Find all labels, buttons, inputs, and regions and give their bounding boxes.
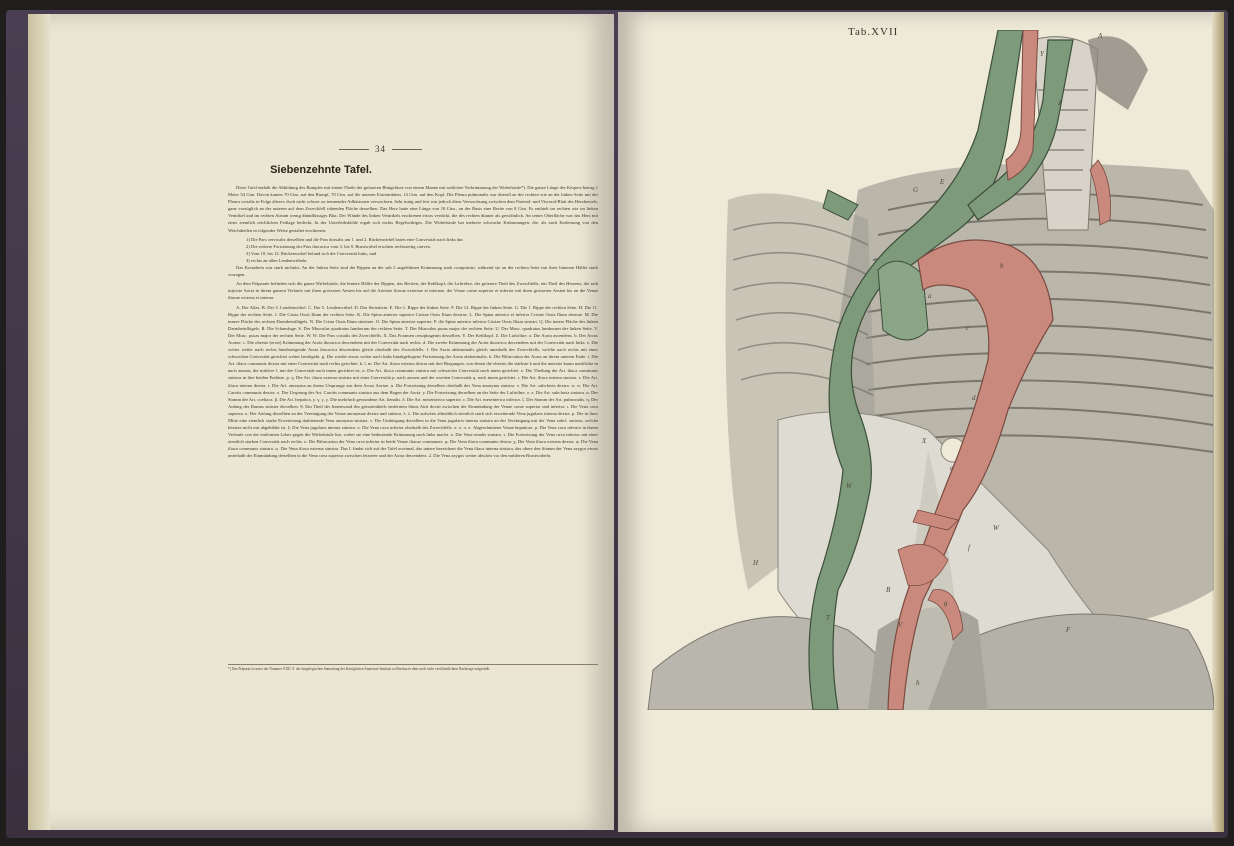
- plate-label-text: g: [944, 599, 948, 607]
- plate-label-text: f: [968, 544, 970, 552]
- paragraph: Das Kreuzbein war stark inclinirt. An der linken Seite sind die Rippen an der sub 2 angeführten Krümmung stark comprimirt, während sie an der rechten Seite mit ihrer hinteren Hälfte stark vorragen.: [228, 265, 598, 278]
- body-text: [228, 184, 598, 462]
- footnote: *) Das Präparat ist unter der Nummer XXII. 9. der dargelegischen Sammlung der Königlichen Anatomie-Instituts zu Breslau in dem noch nicht veröffentlichten Nachtrage aufgestellt.: [228, 664, 598, 672]
- plate-label-text: d: [972, 394, 976, 402]
- page-edge: [28, 14, 50, 830]
- plate-label-text: W: [993, 524, 999, 532]
- plate-label-text: b: [1000, 262, 1004, 270]
- plate-label-text: X: [922, 437, 927, 445]
- plate-label-text: h: [916, 679, 920, 687]
- anatomical-plate-illustration: [628, 30, 1214, 710]
- plate-label-text: W: [846, 482, 852, 490]
- plate-label-text: T: [826, 614, 830, 622]
- list-item: 1) Die Pars cervicalis derselben und die Pars dorsalis am 1. und 2. Rückenwirbel boten eine Convexität nach links dar.: [246, 236, 464, 242]
- plate-label-text: G: [913, 186, 919, 194]
- plate-label-text: Z: [1058, 99, 1062, 107]
- plate-label-text: a: [928, 292, 932, 300]
- plate-label-text: c: [966, 324, 970, 332]
- plate-label: Tab.XVII: [848, 26, 899, 38]
- left-page: [28, 14, 614, 830]
- plate-label-text: H: [753, 559, 759, 567]
- paragraph: An dem Präparate befinden sich die ganze Wirbelsäule, die hintere Hälfte der Rippen, das Becken, der Kehlkopf, die Luftröhre, der grössere Theil des Zwerchfells, ein Theil des Herzens, die roth injicirte Aorta in ihrem ganzen Verlaufe mit ihren grösseren Aesten bis auf die Arteriae iliacae externae et internae, die Venae cavae superior et inferior mit ihren grösseren Aesten bis an die Venae iliacae externa et interna.: [228, 281, 598, 301]
- plate-label-text: F: [1066, 626, 1071, 634]
- list-item: 2) Die weitere Fortsetzung der Pars thoracica vom 3. bis 9. Brustwirbel erschien rechtsseitig convex.: [246, 243, 432, 249]
- legend-paragraph: A. Der Atlas. B. Der 3. Lendenwirbel. C. Der 5. Lendenwirbel. D. Das Steissbein. E. Die 1. Rippe der linken Seite. F. Die 12. Rippe der linken Seite. G. Die 1. Rippe der rechten Seite. H. Die 11. Rippe der rechten Seite. J. Die Crista Ossis Ilium der rechten Seite. K. Die Spina anterior superior Cristae Ossis Ilium dextrae. L. Die Spina anterior et inferior Cristae Ossis Ilium dextrae. M. Die innere Fläche des rechten Darmbeinflügels. N. Die Crista Ossis Ilium sinistrae. O. Die Spina anterior superior. P. die Spina anterior inferior Cristae Ossis Ilium sinistri. Q. Die innere Fläche des linken Darmbeinflügels. R. Die Schamfuge. S. Der Musculus quadratus lumborum der rechten Seite. T. Der Musculus psoas major der rechten Seite. U. Der Musc. quadratus lumborum der linken Seite. V. Der Musc. psoas major der rechten Seite. W. W. Die Pars costalis des Zwerchfells. X. Das Foramen oesophageum desselben. Y. Der Kehlkopf. Z. Die Luftröhre. a. Die Aorta ascendens. b. Der Arcus Aortae. c. Die oberste (erste) Krümmung der Aorta thoracica descendens mit der Convexität nach rechts. d. Die zweite Krümmung der Aorta thoracica descendens mit der Convexität nach links. e. Die weiter weiter nach rechts hinabsteigende Aorta thoracica descendens gleich oberhalb des Zwerchfells. f. Die Aorta abdominalis gleich unterhalb des Zwerchfells, welche nach rechts mit einer schwachen Convexität gerichtet weiter herabgeht. g. Die wieder etwas weiter nach links hinabgebogene Fortsetzung der Aorta abdominalis. h. Die Bifurcation der Aorta an ihrem unteren Ende. i. Die Art. iliaca communis dextra mit einer Convexität nach rechts gerichtet. k. l. m. Die Art. iliaca externa dextra mit drei Biegungen, von denen die oberste die stärkste k und die unterste kaum merkliche m nach aussen, die mittlere l. mit der Convexität nach innen gerichtet ist. n. Die Art. iliaca communis sinistra mit schwacher Convexität nach innen gerichtet. o. Die Theilung der Art. iliaca communis sinistra in ihre beiden Endäste. p. q. Die Art. iliaca externa sinistra mit einer Convexität p. nach aussen und der zweiten Convexität q. nach innen gerichtet. r. Die Art. iliaca interna sinistra. s. Die Art. iliaca interna dextra. t. Die Art. anonyma an ihrem Ursprunge aus dem Arcus Aortae. u. Die Fortsetzung derselben oberhalb des Vena anonyma sinistra. v. Die Art. subclavia dextra. w. w. Die Art. Carotis communis dextra. x. Der Ursprung der Art. Carotis communis sinistra aus dem Bogen der Aorta. y. Die Fortsetzung derselben an der Seite der Luftröhre. z. z. Die Art. subclavia sinistra. α. Der Stamm der Art. coeliaca. β. Die Art. hepatica. γ. γ. γ. γ. Die mehrfach gewundene Art. lienalis. δ. Die Art. mesenterica superior. ε. Die Art. mesenterica inferior. ζ. Der Stamm der Art. pulmonalis. η. Der Anfang des Ramus sinister derselben. θ. Ein Theil der Innenwand des grösstentheils entfernten Sinus Atrii dextri zwischen der Einmündung der Venae cavae superior und inferior. ι. Die Vena cava superior. κ. Der Anfang derselben an der Vereinigung der Venae anonymae dextra und sinistra. λ. λ. Die aufwärts allmählich ziemlich stark sich erweiternde Vena jugularis interna dextra. μ. Die in ihrer Mitte eine ziemlich starke Erweiterung darbietende Vena anonyma sinistra. ν. Die Umbiegung derselben in die Vena jugularis interna sinistra an der Vereinigung mit der Vena subcl. sinistra, welche letztere nicht mit abgebildet ist. ξ. Die Vena jugularis interna sinistra. ο. Die Vena cava inferior oberhalb des Zwerchfells. π. π. π. π. Abgeschnittene Venae hepaticae. ρ. Die Vena cava inferior in ihrem Verlaufe von der entfernten Leber gegen die Wirbelsäule hin, wobei sie eine bedeutende Krümmung nach links macht. σ. Die Vena renalis sinistra. τ. Die Fortsetzung der Vena cava inferior mit einer ziemlich starken Convexität nach rechts. υ. Die Bifurcation der Vena cava inferior in beide Venae iliacae communes. φ. Die Vena iliaca communis dextra. χ. Die Vena iliaca externa dextra. ψ. Die Vena iliaca communis sinistra. ω. Die Vena iliaca externa sinistra. Das I. findet sich auf der Tafel zweimal, das untere bezeichnet die Vena iliaca interna sinistra, das obere den Stamm der Vena azygos etwas unterhalb der Einmündung derselben in die Vena cava superior zwischen letzterer und der Aorta descendens. 2. Die Vena azygos weiter abwärts vor den mittleren Brustwirbeln.: [228, 304, 598, 459]
- page-number: 34: [333, 144, 428, 154]
- paragraph: Diese Tafel enthält die Abbildung des Rumpfes mit einem Theile der grösseren Blutgefässe von einem Manne mit seitlicher Verkrümmung der Wirbelsäule*). Die ganze Länge des Körpers betrug 1 Meter 54 Ctm. Davon kamen 70 Ctm. auf den Rumpf, 70 Ctm. auf die unteren Extremitäten, 14 Ctm. auf den Kopf. Die Pleura pulmonalis war überall an der rechten wie an der linken Seite mit der Pleura costalis in Folge älterer, doch nicht schwer zu trennender Adhäsionen verwachsen. Sehr innig und fest war jedoch diese Verwachsung zwischen dem Parietal- und Visceral-Blatt des Herzbeutels, ganz vorzüglich an der unteren auf dem Zwerchfell ruhenden Fläche desselben. Das Herz hatte eine Länge von 10 Ctm., an der Basis eine Breite von 8 Ctm. Es enthielt im rechten wie im linken Ventrikel und im rechten Atrium wenig dünnflüssiges Blut. Der Wände des linken Ventrikels erschienen etwas verdickt, die des rechten dünner als gewöhnlich. An seiner Oberfläche war das Herz mit einer ziemlich reichlichen Fettlage bedeckt. In der Unterleibshöhle ergab sich nichts Regelwidriges. Die Wirbelsäule hat mehrere schwache Krümmungen, die, als nach Entfernung von den Weichtheilen in folgender Weise gestaltet erschienen:: [228, 185, 598, 233]
- plate-label-text: B: [886, 586, 891, 594]
- plate-label-text: e: [950, 464, 954, 472]
- plate-label-text: Y: [1040, 50, 1044, 58]
- list-item: 4) rechts an allen Lendenwirbeln.: [246, 257, 308, 263]
- plate-label-text: V: [898, 621, 903, 629]
- plate-label-text: A: [1098, 32, 1103, 40]
- plate-label-text: E: [940, 178, 945, 186]
- list-item: 3) Vom 10. bis 12. Rückenwirbel befand sich die Convexität links, und: [246, 250, 377, 256]
- page-title: Siebenzehnte Tafel.: [270, 164, 372, 176]
